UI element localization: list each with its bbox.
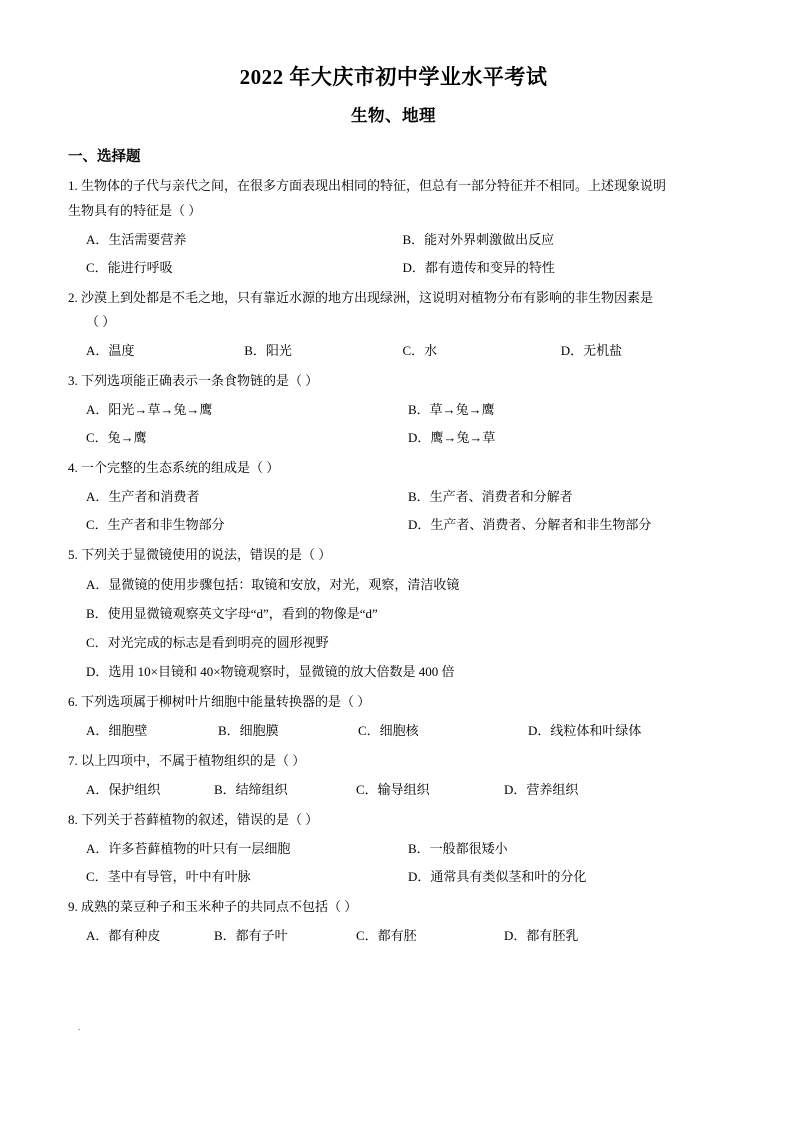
option-b[interactable]: B．能对外界刺激做出反应 [402,231,555,247]
option-c[interactable]: C．对光完成的标志是看到明亮的圆形视野 [86,635,329,651]
question-1 [68,175,719,279]
section-heading: 一、选择题 [68,148,141,165]
question-8 [68,809,719,888]
question-4 [68,457,719,536]
option-c[interactable]: C．茎中有导管，叶中有叶脉 [86,868,251,884]
option-a[interactable]: A．生产者和消费者 [86,489,200,504]
question-stem: 6. 下列选项属于柳树叶片细胞中能量转换器的是（ ） [68,694,371,710]
option-a[interactable]: A．显微镜的使用步骤包括：取镜和安放，对光，观察，清洁收镜 [86,576,460,592]
option-b[interactable]: B．结缔组织 [214,781,288,797]
option-c[interactable]: C．输导组织 [356,781,430,797]
page-footer-mark: . [78,1022,81,1032]
option-c[interactable]: C．细胞核 [358,723,419,739]
option-b[interactable]: B．一般都很矮小 [408,840,508,856]
option-c[interactable]: C．水 [402,343,438,359]
option-c[interactable]: C．都有胚 [356,927,417,943]
option-b[interactable]: B．生产者、消费者和分解者 [408,489,573,504]
option-d[interactable]: D．都有胚乳 [504,927,579,943]
question-7 [68,750,719,801]
question-stem: 8. 下列关于苔藓植物的叙述，错误的是（ ） [68,812,319,827]
option-d[interactable]: D．通常具有类似茎和叶的分化 [408,868,587,884]
options-row [68,925,719,947]
question-6 [68,691,719,742]
question-stem: 9. 成熟的菜豆种子和玉米种子的共同点不包括（ ） [68,898,358,914]
question-stem: 7. 以上四项中，不属于植物组织的是（ ） [68,753,306,769]
options-row [68,340,719,362]
question-stem-cont: （ ） [86,314,116,330]
option-c[interactable]: C．生产者和非生物部分 [86,517,225,533]
option-a[interactable]: A．许多苔藓植物的叶只有一层细胞 [86,840,291,856]
page-title: 2022 年大庆市初中学业水平考试 [239,65,548,89]
option-c[interactable]: C．兔→鹰 [86,430,147,446]
options-row [68,779,719,801]
options-stack [68,574,719,683]
option-d[interactable]: D．鹰→兔→草 [408,430,496,446]
page-subtitle: 生物、地理 [351,106,436,126]
question-3 [68,370,719,449]
question-stem-cont: 生物具有的特征是（ ） [68,202,202,218]
options-row [68,229,719,251]
option-d[interactable]: D．生产者、消费者、分解者和非生物部分 [408,517,652,533]
question-stem: 3. 下列选项能正确表示一条食物链的是（ ） [68,373,319,389]
option-d[interactable]: D．线粒体和叶绿体 [528,723,642,739]
option-d[interactable]: D．都有遗传和变异的特性 [402,259,555,275]
option-b[interactable]: B．使用显微镜观察英文字母“d”，看到的物像是“d” [86,606,378,622]
options-row [68,257,719,279]
option-a[interactable]: A．保护组织 [86,781,161,797]
option-a[interactable]: A．生活需要营养 [86,231,187,247]
question-5 [68,544,719,683]
option-d[interactable]: D．选用 10×目镜和 40×物镜观察时，显微镜的放大倍数是 400 倍 [86,664,455,680]
options-row [68,427,719,449]
option-b[interactable]: B．阳光 [244,343,292,359]
options-row [68,514,719,536]
option-c[interactable]: C．能进行呼吸 [86,259,173,275]
options-row [68,486,719,508]
options-row [68,866,719,888]
option-b[interactable]: B．都有子叶 [214,927,288,943]
options-row [68,399,719,421]
option-b[interactable]: B．细胞膜 [218,723,279,739]
option-d[interactable]: D．无机盐 [560,343,623,359]
question-2 [68,287,719,363]
options-row [68,838,719,860]
question-stem: 1. 生物体的子代与亲代之间，在很多方面表现出相同的特征，但总有一部分特征并不相同。上述现象说明 [68,178,667,194]
question-stem: 4. 一个完整的生态系统的组成是（ ） [68,460,280,476]
question-stem: 5. 下列关于显微镜使用的说法，错误的是（ ） [68,547,332,563]
option-a[interactable]: A．细胞壁 [86,723,148,739]
option-a[interactable]: A．阳光→草→兔→鹰 [86,402,213,418]
option-a[interactable]: A．都有种皮 [86,927,161,943]
question-9 [68,896,719,947]
option-a[interactable]: A．温度 [86,343,135,359]
option-d[interactable]: D．营养组织 [504,781,579,797]
options-row [68,720,719,742]
option-b[interactable]: B．草→兔→鹰 [408,402,495,418]
question-stem: 2. 沙漠上到处都是不毛之地，只有靠近水源的地方出现绿洲，这说明对植物分布有影响的非生物因素是 [68,289,654,305]
